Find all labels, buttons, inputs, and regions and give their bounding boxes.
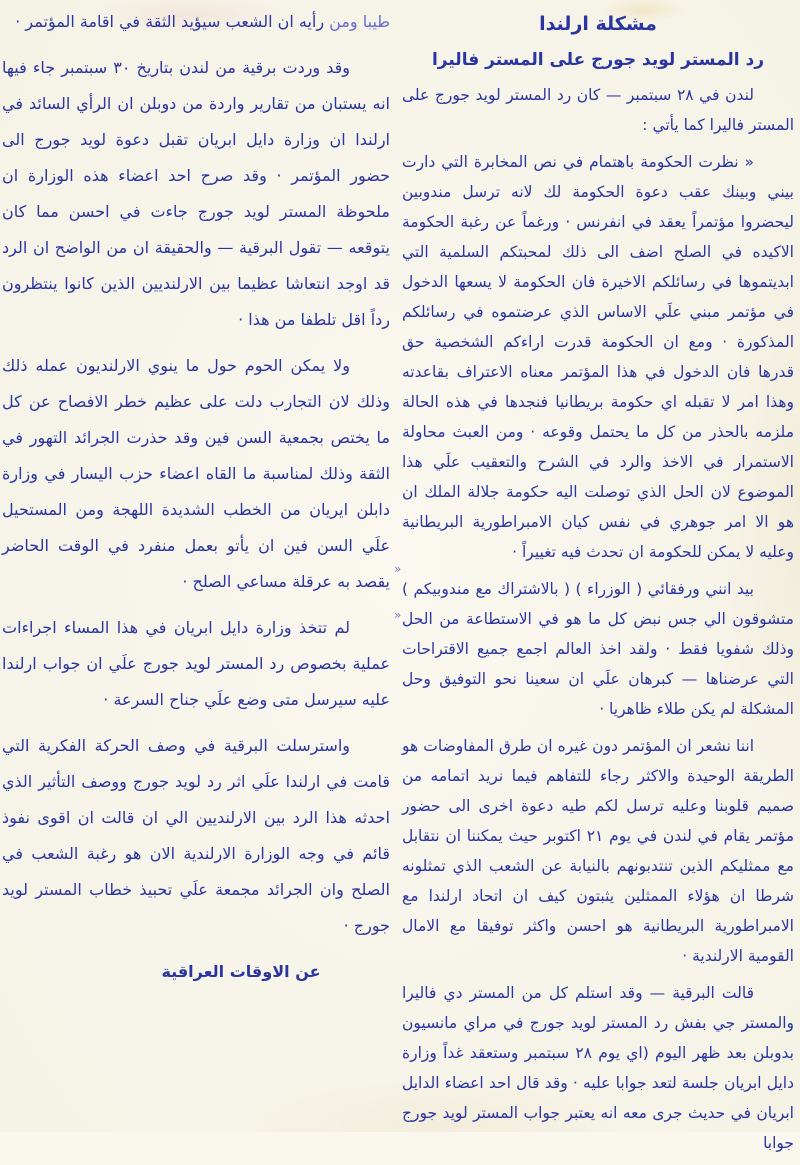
article-title: مشكلة ارلندا bbox=[539, 13, 657, 35]
paragraph-continuation bbox=[2, 4, 390, 40]
paragraph-conference-invitation: اننا نشعر ان المؤتمر دون غيره ان طرق المفاوضات هو الطريقة الوحيدة والاكثر رجاء للتفاهم فيما نريد اتمامه من صميم قلوبنا وعليه ترسل لكم طيه دعوة اخرى الى حضور مؤتمر يقام في لندن في يوم ٢١ اكتوبر حيث يمكننا ان نتقابل مع ممثليكم الذين تنتدبونهم بالنيابة عن الشعب الذي تمثلونه شرطا ان هؤلاء الممثلين يثبتون كيف ان اتحاد ارلندا مع الامبراطورية البريطانية هو احسن واكثر توفيقا مع الامال القومية الارلندية · bbox=[402, 737, 794, 965]
dateline: لندن في ٢٨ سبتمبر — كان رد المستر لويد جورج على المستر فاليرا كما يأتي : bbox=[402, 86, 794, 134]
margin-quote-mark: « bbox=[394, 608, 402, 622]
article-subtitle: رد المستر لويد جورج على المستر فاليرا bbox=[431, 50, 765, 70]
margin-quote-mark: « bbox=[394, 562, 402, 576]
article-continuation-column bbox=[2, 4, 390, 1000]
continuation-lead-word: طيبا ومن bbox=[329, 12, 390, 31]
paragraph-irish-reaction: واسترسلت البرقية في وصف الحركة الفكرية التي قامت في ارلندا علَي اثر رد لويد جورج ووصف التأثير الذي احدثه هذا الرد بين الارلنديين الي ان قالت ان اقوى نفوذ قائم في وجه الوزارة الارلندية الان هو رغبة الشعب في الصلح وان الجرائد مجمعة علَي تحبيذ خطاب المستر لويد جورج · bbox=[2, 736, 390, 935]
paragraph-sinn-fein-caution: ولا يمكن الحوم حول ما ينوي الارلنديون عمله ذلك وذلك لان التجارب دلت على عظيم خطر الافصاح عن كل ما يختص بجمعية السن فين وقد حذرت الجرائد التهور في الثقة وذلك لمناسبة ما القاه اعضاء حزب اليسار في وزارة دابلن ايريان من الخطب الشديدة اللهجة ومن المستحيل علَي السن فين ان يأتو بعمل منفرد في الوقت الحاضر يقصد به عرقلة مساعي الصلح · bbox=[2, 356, 390, 591]
paragraph-london-telegram: وقد وردت برقية من لندن بتاريخ ٣٠ سبتمبر جاء فيها انه يستبان من تقارير واردة من دوبلن ان الرأي السائد في ارلندا ان وزارة دايل ابريان تقبل دعوة لويد جورج الى حضور المؤتمر · وقد صرح احد اعضاء هذه الوزارة ان ملحوظة المستر لويد جورج جاءت في احسن مما كان يتوقعه — تقول البرقية — والحقيقة ان من الواضح ان الرد قد اوجد انتعاشا عظيما بين الارلنديين الذين كانوا ينتظرون رداً اقل تلطفا من هذا · bbox=[2, 58, 390, 329]
paragraph-dail-no-action: لم تتخذ وزارة دايل ابريان في هذا المساء اجراءات عملية بخصوص رد المستر لويد جورج علَي ان جواب ارلندا عليه سيرسل متى وضع علَي جناح السرعة · bbox=[2, 618, 390, 709]
continuation-text: رأيه ان الشعب سيؤيد الثقة في اقامة المؤتمر · bbox=[15, 12, 330, 31]
paragraph-government-reply: « نظرت الحكومة باهتمام في نص المخابرة التي دارت بيني وبينك عقب دعوة الحكومة لك لانه ترسل مندوبين ليحضروا مؤتمراً يعقد في انفرنس · ورغماً عن رغبة الحكومة الاكيده في الصلح اضف الى ذلك لمحبتكم السلمية التي ابديتموها في رسائلكم الاخيرة فان الحكومة لا يسعها الدخول في مؤتمر مبني علَي الاساس الذي عرضتموه في رسائلكم المذكورة · ومع ان الحكومة قدرت اراءكم الشخصية حق قدرها فان الدخول في هذا المؤتمر معناه الاعتراف بقاعدته وهذا امر لا تقبله اي حكومة بريطانيا فنجدها في هذه الحالة ملزمه بالحذر من كل ما يحتمل وقوعه · ومن العبث محاولة الاستمرار في الاخذ والرد في الشرح والتعقيب علَي هذا الموضوع لان الحل الذي توصلت اليه حكومة جلالة الملك ان هو الا امر جوهري في نفس كيان الامبراطورية البريطانية وعليه لا يمكن للحكومة ان تحدث فيه تغييراً · bbox=[402, 153, 794, 561]
paragraph-ministers-offer: بيد انني ورفقائي ( الوزراء ) ( بالاشتراك مع مندوبيكم ) متشوقون الي جس نبض كل ما هو في الاستطاعة من الحل وذلك شفويا فقط · ولقد اخذ العالم اجمع جميع الاقتراحات التي عرضناها — كبرهان علَي ان سعينا نحو التوفيق وحل المشكلة لم يكن طلاء ظاهريا · bbox=[402, 580, 794, 718]
source-attribution: عن الاوقات العراقية bbox=[161, 962, 321, 981]
paragraph-telegram-report: قالت البرقية — وقد استلم كل من المستر دي فاليرا والمستر جي بفش رد المستر لويد جورج في مراي مانسيون بدوبلن بعد ظهر اليوم (اي يوم ٢٨ سبتمبر وستعقد غداً وزارة دايل ابريان جلسة لتعد جوابا عليه · وقد قال احد اعضاء الدايل ابريان في حديث جرى معه انه يعتبر جواب المستر لويد جورج جوابا bbox=[402, 984, 795, 1152]
article-main-column bbox=[402, 6, 794, 1165]
